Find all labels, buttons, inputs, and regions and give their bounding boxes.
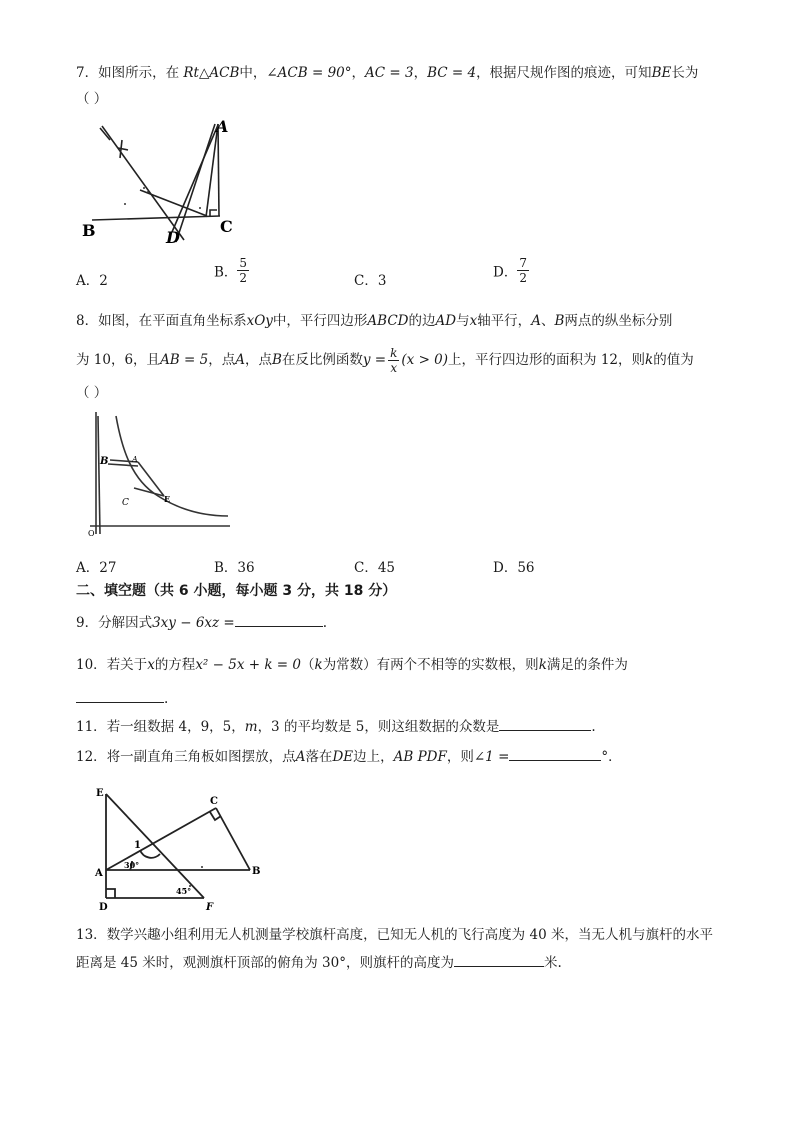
q8-label-A: A <box>132 455 138 464</box>
q7-label-C: C <box>220 217 233 236</box>
q12-answer-blank[interactable] <box>509 746 601 761</box>
q8-label-B: B <box>100 456 109 467</box>
q9-text: 9．分解因式3xy − 6xz = . <box>76 612 327 632</box>
q12-label-C: C <box>210 796 218 807</box>
q7-option-a: A．2 <box>76 273 108 289</box>
q10-answer-line: . <box>76 688 168 708</box>
q12-figure <box>90 786 270 912</box>
q12-label-D: D <box>99 902 108 912</box>
q12-label-30deg: 30° <box>124 860 140 870</box>
q8-text-line1: 8．如图，在平面直角坐标系xOy中，平行四边形ABCD的边AD与x轴平行，A、B两点的纵坐标分别 <box>76 313 673 329</box>
q7-answer-paren: （ ） <box>76 91 108 107</box>
q8-text-line2: 为 10，6，且 AB = 5 ，点 A ，点 B 在反比例函数 y = $\frac{k}{x}$ (x > 0) 上，平行四边形的面积为 12，则 k 的值为 <box>76 345 694 375</box>
q8-option-c: C．45 <box>354 560 396 576</box>
q7-label-B: B <box>82 221 96 240</box>
q11-text: 11．若一组数据 4，9，5，m，3 的平均数是 5，则这组数据的众数是 . <box>76 716 596 736</box>
q12-label-B: B <box>252 866 261 877</box>
q10-answer-blank[interactable] <box>76 688 164 703</box>
q7-label-A: A <box>216 117 229 136</box>
q12-text: 12．将一副直角三角板如图摆放，点A落在DE边上，AB PDF，则∠1 = °． <box>76 746 622 766</box>
q9-answer-blank[interactable] <box>235 612 323 627</box>
q12-label-1: 1 <box>134 840 141 851</box>
q8-option-d: D．56 <box>493 560 535 576</box>
q12-label-45deg: 45° <box>176 886 192 896</box>
q7-figure <box>80 112 250 252</box>
q13-text-line1: 13．数学兴趣小组利用无人机测量学校旗杆高度，已知无人机的飞行高度为 40 米，当无人机与旗杆的水平 <box>76 927 713 943</box>
q7-label-D: D <box>166 228 180 247</box>
q8-option-a: A．27 <box>76 560 117 576</box>
q7-option-d: D． $\frac{7}{2}$ <box>493 256 527 285</box>
q7-number: 7． <box>76 65 99 81</box>
q11-answer-blank[interactable] <box>499 716 591 731</box>
q8-label-O: O <box>88 529 95 538</box>
section-2-heading: 二、填空题（共 6 小题，每小题 3 分，共 18 分） <box>76 583 397 599</box>
q8-answer-paren: （ ） <box>76 385 108 401</box>
q7-option-c: C．3 <box>354 273 387 289</box>
q7-text: 7．如图所示，在 Rt△ACB中，∠ACB = 90°，AC = 3，BC = 4，根据尺规作图的痕迹，可知BE长为 <box>76 65 699 81</box>
q8-label-C: C <box>122 498 129 508</box>
q8-label-E: E <box>164 494 171 504</box>
q7-option-b: B． $\frac{5}{2}$ <box>214 256 248 285</box>
q10-text: 10．若关于x的方程x² − 5x + k = 0（k为常数）有两个不相等的实数根，则k满足的条件为 <box>76 657 628 673</box>
q12-label-A: A <box>95 868 103 879</box>
q12-label-E: E <box>96 788 104 799</box>
q8-option-b: B．36 <box>214 560 255 576</box>
q12-label-F: F <box>206 902 214 912</box>
q8-figure <box>80 410 232 540</box>
q13-answer-blank[interactable] <box>454 952 544 967</box>
q13-text-line2: 距离是 45 米时，观测旗杆顶部的俯角为 30°，则旗杆的高度为 米. <box>76 952 562 972</box>
